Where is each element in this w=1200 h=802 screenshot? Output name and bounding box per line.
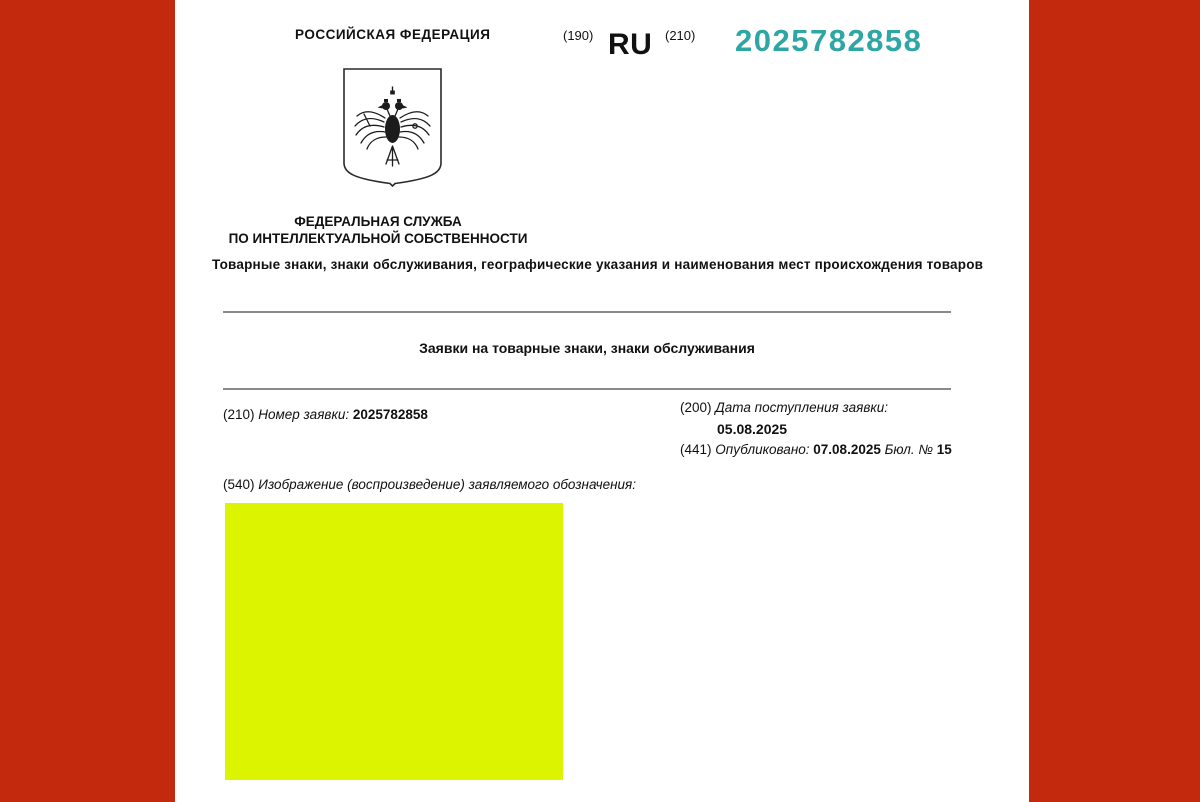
field-label: Дата поступления заявки: [715,400,889,415]
authority-line-2: ПО ИНТЕЛЛЕКТУАЛЬНОЙ СОБСТВЕННОСТИ [228,231,528,246]
field-value: 07.08.2025 [813,442,881,457]
authority-line-1: ФЕДЕРАЛЬНАЯ СЛУЖБА [294,214,462,229]
authority-name [203,213,553,247]
field-code: (200) [680,400,712,415]
application-number-headline: 2025782858 [735,23,923,58]
field-label: Номер заявки: [258,407,350,422]
inid-code-210: (210) [665,28,696,43]
bulletin-value: 15 [936,442,952,457]
filing-date-value: 05.08.2025 [717,421,788,437]
field-label: Изображение (воспроизведение) заявляемого обозначения: [258,477,636,492]
document-page [175,0,1029,802]
country-code: RU [608,28,653,61]
field-label: Опубликовано: [715,442,810,457]
divider-bottom [223,388,951,390]
divider-top [223,311,951,313]
field-code: (540) [223,477,255,492]
field-application-number [223,407,428,422]
trademark-image [225,503,563,780]
field-code: (210) [223,407,255,422]
field-filing-date [680,400,888,415]
field-code: (441) [680,442,712,457]
field-value: 2025782858 [352,407,428,422]
bulletin-label: Бюл. № [884,442,934,457]
publication-subtitle: Товарные знаки, знаки обслуживания, географические указания и наименования мест происхождения товаров [212,257,984,272]
inid-code-190: (190) [563,28,594,43]
country-title: РОССИЙСКАЯ ФЕДЕРАЦИЯ [295,27,491,42]
field-published [680,442,952,457]
russia-coat-of-arms-icon [339,66,446,188]
section-title: Заявки на товарные знаки, знаки обслуживания [419,340,755,356]
field-mark-image-caption [223,477,636,492]
